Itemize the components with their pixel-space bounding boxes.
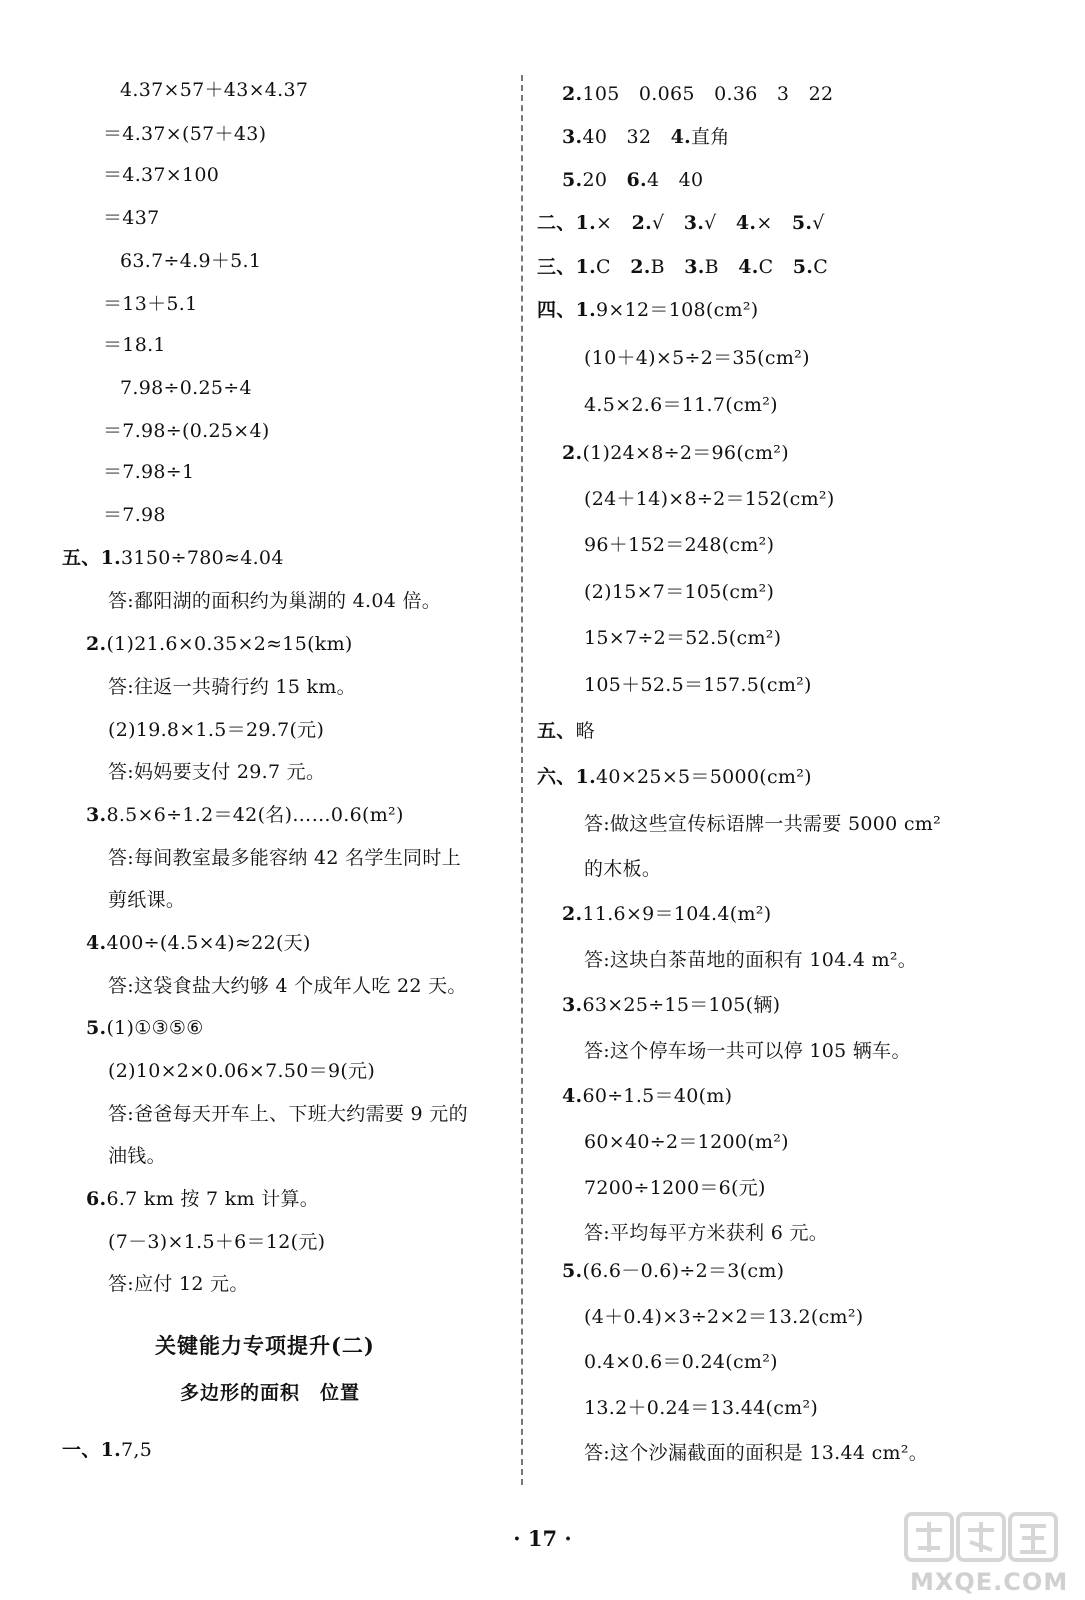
right-line bbox=[584, 1441, 928, 1465]
item-text: 6.7 km 按 7 km 计算。 bbox=[106, 1188, 320, 1210]
item-text: ＝437 bbox=[103, 207, 160, 229]
item-number: 6. bbox=[626, 169, 647, 191]
right-line bbox=[562, 168, 703, 192]
item-text: C bbox=[813, 256, 829, 278]
item-text: C bbox=[596, 256, 631, 278]
left-line bbox=[86, 1187, 319, 1211]
left-line bbox=[108, 1272, 249, 1296]
right-line bbox=[584, 1305, 863, 1329]
item-text: ＝7.98÷(0.25×4) bbox=[103, 420, 270, 442]
item-number: 5. bbox=[792, 256, 814, 278]
left-line bbox=[108, 675, 356, 699]
item-number: 2. bbox=[630, 256, 651, 278]
item-text: 400÷(4.5×4)≈22(天) bbox=[106, 932, 311, 954]
item-text: 96＋152＝248(cm²) bbox=[584, 534, 775, 556]
item-text: (2)15×7＝105(cm²) bbox=[584, 581, 775, 603]
item-text: 9×12＝108(cm²) bbox=[596, 299, 759, 321]
right-line bbox=[584, 673, 812, 697]
item-number: 4. bbox=[562, 1085, 583, 1107]
item-number: 一、1. bbox=[62, 1439, 122, 1461]
item-number: 6. bbox=[86, 1188, 107, 1210]
item-text: C bbox=[758, 256, 793, 278]
left-line bbox=[108, 1144, 166, 1168]
left-line bbox=[103, 292, 198, 316]
item-text: B bbox=[704, 256, 739, 278]
item-text: 13.2＋0.24＝13.44(cm²) bbox=[584, 1397, 819, 1419]
item-text: √ bbox=[812, 212, 825, 234]
item-number: 4. bbox=[670, 126, 692, 148]
left-line bbox=[108, 888, 185, 912]
item-text: 的木板。 bbox=[584, 858, 662, 880]
right-line bbox=[584, 533, 774, 557]
left-line bbox=[108, 718, 324, 742]
item-number: 4. bbox=[86, 932, 107, 954]
right-line bbox=[562, 441, 789, 465]
item-number: 五、 bbox=[537, 720, 576, 742]
item-number: 3. bbox=[683, 212, 705, 234]
left-line bbox=[103, 333, 166, 357]
item-text: 60÷1.5＝40(m) bbox=[582, 1085, 733, 1107]
item-text: 8.5×6÷1.2＝42(名)……0.6(m²) bbox=[106, 804, 404, 826]
right-line bbox=[537, 298, 759, 322]
right-line bbox=[584, 948, 917, 972]
right-line bbox=[584, 487, 835, 511]
right-line bbox=[584, 857, 661, 881]
item-text: √ bbox=[704, 212, 736, 234]
item-number: 二、1. bbox=[537, 212, 597, 234]
item-text: ＝7.98÷1 bbox=[103, 461, 195, 483]
item-text: (4＋0.4)×3÷2×2＝13.2(cm²) bbox=[584, 1306, 864, 1328]
item-text: (24＋14)×8÷2＝152(cm²) bbox=[584, 488, 835, 510]
item-text: 7.98÷0.25÷4 bbox=[120, 377, 252, 399]
left-line bbox=[86, 1016, 204, 1040]
left-line bbox=[108, 1230, 325, 1254]
item-number: 3. bbox=[562, 994, 583, 1016]
right-line bbox=[537, 765, 812, 789]
item-text: 7,5 bbox=[121, 1439, 153, 1461]
item-number: 2. bbox=[86, 633, 107, 655]
item-text: 直角 bbox=[691, 126, 730, 148]
item-number: 5. bbox=[791, 212, 813, 234]
item-text: 答:这个停车场一共可以停 105 辆车。 bbox=[584, 1040, 911, 1062]
section-heading: 关键能力专项提升(二) bbox=[155, 1333, 375, 1358]
item-text: (1)21.6×0.35×2≈15(km) bbox=[106, 633, 353, 655]
item-text: 63×25÷15＝105(辆) bbox=[582, 994, 781, 1016]
item-number: 3. bbox=[684, 256, 705, 278]
item-text: 4 40 bbox=[646, 169, 704, 191]
left-line bbox=[108, 1102, 468, 1126]
item-number: 5. bbox=[562, 1260, 583, 1282]
left-line bbox=[108, 846, 461, 870]
right-line bbox=[584, 1221, 828, 1245]
item-text: 105 0.065 0.36 3 22 bbox=[582, 83, 834, 105]
item-text: 15×7÷2＝52.5(cm²) bbox=[584, 627, 782, 649]
item-text: (1)24×8÷2＝96(cm²) bbox=[582, 442, 789, 464]
item-number: 六、1. bbox=[537, 766, 597, 788]
left-line bbox=[108, 760, 325, 784]
item-number: 3. bbox=[562, 126, 583, 148]
item-text: (6.6－0.6)÷2＝3(cm) bbox=[582, 1260, 785, 1282]
item-text: ＝13＋5.1 bbox=[103, 293, 198, 315]
left-line bbox=[120, 249, 261, 273]
right-line bbox=[584, 1396, 818, 1420]
left-line bbox=[62, 1438, 152, 1462]
left-line bbox=[103, 460, 194, 484]
item-text: 11.6×9＝104.4(m²) bbox=[582, 903, 772, 925]
item-text: 答:平均每平方米获利 6 元。 bbox=[584, 1222, 829, 1244]
item-text: 答:这块白茶苗地的面积有 104.4 m²。 bbox=[584, 949, 918, 971]
right-line bbox=[584, 1176, 766, 1200]
item-text: 4.37×57＋43×4.37 bbox=[120, 79, 309, 101]
item-number: 2. bbox=[562, 83, 583, 105]
item-text: (2)19.8×1.5＝29.7(元) bbox=[108, 719, 325, 741]
item-text: 答:爸爸每天开车上、下班大约需要 9 元的 bbox=[108, 1103, 468, 1125]
item-text: 略 bbox=[575, 720, 595, 742]
right-line bbox=[584, 1350, 778, 1374]
item-text: 剪纸课。 bbox=[108, 889, 186, 911]
item-text: 答:鄱阳湖的面积约为巢湖的 4.04 倍。 bbox=[108, 590, 442, 612]
item-text: 20 bbox=[582, 169, 627, 191]
left-line bbox=[103, 163, 219, 187]
item-text: (2)10×2×0.06×7.50＝9(元) bbox=[108, 1060, 376, 1082]
right-line bbox=[537, 255, 828, 279]
item-text: 7200÷1200＝6(元) bbox=[584, 1177, 766, 1199]
item-number: 2. bbox=[562, 903, 583, 925]
item-number: 4. bbox=[735, 212, 757, 234]
item-text: 答:每间教室最多能容纳 42 名学生同时上 bbox=[108, 847, 461, 869]
item-text: 60×40÷2＝1200(m²) bbox=[584, 1131, 789, 1153]
item-text: × bbox=[756, 212, 792, 234]
item-text: 答:应付 12 元。 bbox=[108, 1273, 249, 1295]
right-line bbox=[562, 902, 771, 926]
item-number: 四、1. bbox=[537, 299, 597, 321]
item-number: 2. bbox=[631, 212, 653, 234]
left-line bbox=[62, 546, 284, 570]
right-line bbox=[537, 211, 825, 235]
item-number: 5. bbox=[86, 1017, 107, 1039]
left-line bbox=[103, 206, 159, 230]
right-line bbox=[562, 82, 833, 106]
watermark-text: MXQE.COM bbox=[910, 1568, 1069, 1596]
item-text: 63.7÷4.9＋5.1 bbox=[120, 250, 262, 272]
item-text: 0.4×0.6＝0.24(cm²) bbox=[584, 1351, 778, 1373]
item-text: 答:这袋食盐大约够 4 个成年人吃 22 天。 bbox=[108, 975, 467, 997]
right-line bbox=[562, 1084, 732, 1108]
item-text: 3150÷780≈4.04 bbox=[121, 547, 284, 569]
right-line bbox=[562, 993, 780, 1017]
item-number: 五、1. bbox=[62, 547, 122, 569]
left-line bbox=[120, 376, 252, 400]
item-text: ＝18.1 bbox=[103, 334, 166, 356]
left-line bbox=[120, 78, 308, 102]
right-line bbox=[584, 812, 941, 836]
right-line bbox=[537, 719, 595, 743]
item-text: B bbox=[650, 256, 685, 278]
item-number: 5. bbox=[562, 169, 583, 191]
right-line bbox=[584, 393, 778, 417]
item-text: 105＋52.5＝157.5(cm²) bbox=[584, 674, 812, 696]
item-number: 2. bbox=[562, 442, 583, 464]
left-line bbox=[103, 419, 270, 443]
item-text: ＝4.37×100 bbox=[103, 164, 220, 186]
left-line bbox=[103, 122, 266, 146]
item-text: (1)①③⑤⑥ bbox=[106, 1017, 204, 1039]
right-line bbox=[562, 1259, 784, 1283]
item-number: 4. bbox=[738, 256, 759, 278]
item-text: (10＋4)×5÷2＝35(cm²) bbox=[584, 347, 810, 369]
item-text: 油钱。 bbox=[108, 1145, 166, 1167]
item-text: × bbox=[596, 212, 632, 234]
left-line bbox=[103, 503, 166, 527]
right-line bbox=[584, 346, 810, 370]
section-subheading: 多边形的面积 位置 bbox=[180, 1382, 361, 1404]
right-line bbox=[562, 125, 730, 149]
item-text: ＝4.37×(57＋43) bbox=[103, 123, 267, 145]
right-line bbox=[584, 626, 781, 650]
item-text: 4.5×2.6＝11.7(cm²) bbox=[584, 394, 778, 416]
left-line bbox=[108, 1059, 375, 1083]
right-line bbox=[584, 1039, 911, 1063]
item-text: 40 32 bbox=[582, 126, 671, 148]
left-line bbox=[86, 803, 404, 827]
page-number: · 17 · bbox=[513, 1526, 572, 1551]
item-number: 三、1. bbox=[537, 256, 597, 278]
item-number: 3. bbox=[86, 804, 107, 826]
item-text: 答:做这些宣传标语牌一共需要 5000 cm² bbox=[584, 813, 942, 835]
column-divider bbox=[521, 75, 523, 1485]
right-line bbox=[584, 1130, 789, 1154]
item-text: 答:往返一共骑行约 15 km。 bbox=[108, 676, 356, 698]
left-line bbox=[86, 632, 353, 656]
item-text: 答:妈妈要支付 29.7 元。 bbox=[108, 761, 326, 783]
item-text: ＝7.98 bbox=[103, 504, 166, 526]
item-text: √ bbox=[652, 212, 684, 234]
left-line bbox=[108, 589, 441, 613]
item-text: 40×25×5＝5000(cm²) bbox=[596, 766, 812, 788]
item-text: (7－3)×1.5＋6＝12(元) bbox=[108, 1231, 326, 1253]
right-line bbox=[584, 580, 774, 604]
item-text: 答:这个沙漏截面的面积是 13.44 cm²。 bbox=[584, 1442, 929, 1464]
left-line bbox=[86, 931, 311, 955]
left-line bbox=[108, 974, 467, 998]
